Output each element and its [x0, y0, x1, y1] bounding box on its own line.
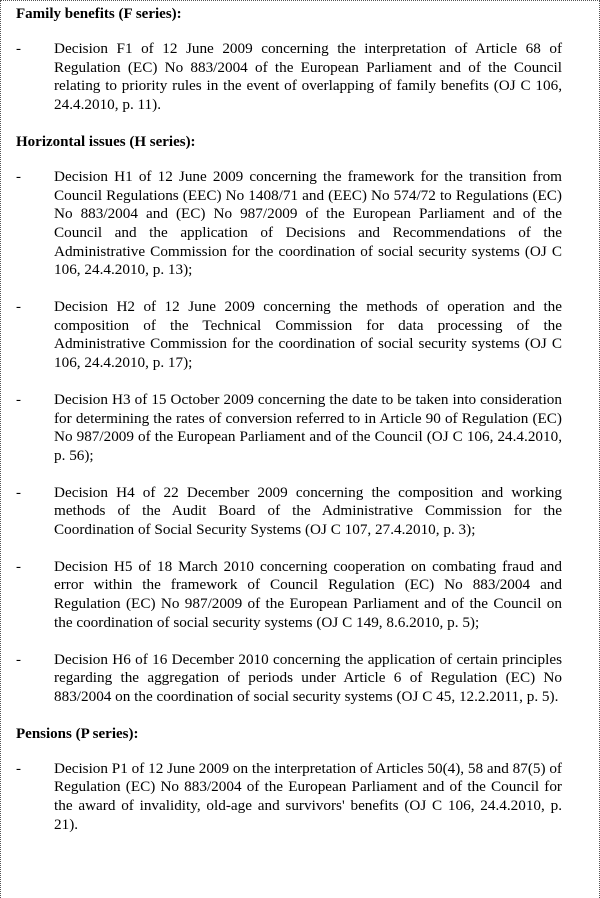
list-bullet: -: [16, 760, 21, 777]
list-item-decision-h5: [16, 558, 562, 633]
list-item-text: Decision H6 of 16 December 2010 concerning the application of certain principles regarding the aggregation of periods under Article 6 of Regulation (EC) No 883/2004 on the coordination of social security systems (OJ C 45, 12.2.2011, p. 5).: [54, 650, 562, 705]
list-item-text: Decision P1 of 12 June 2009 on the interpretation of Articles 50(4), 58 and 87(5) of Regulation (EC) No 883/2004 of the European Parliament and of the Council for the award of invalidity, old-age and survivors' benefits (OJ C 106, 24.4.2010, p. 21).: [54, 759, 562, 833]
section-family-benefits: [16, 5, 562, 115]
list-bullet: -: [16, 558, 21, 575]
list-bullet: -: [16, 651, 21, 668]
list-item-decision-h6: [16, 651, 562, 707]
list-bullet: -: [16, 168, 21, 185]
section-pensions: [16, 725, 562, 835]
list-item-decision-p1: [16, 760, 562, 835]
document-content: [16, 5, 562, 853]
list-item-decision-h2: [16, 298, 562, 373]
page-left-border: [0, 0, 1, 898]
list-item-decision-h1: [16, 168, 562, 280]
section-horizontal-issues: [16, 133, 562, 707]
list-item-text: Decision F1 of 12 June 2009 concerning the interpretation of Article 68 of Regulation (EC) No 883/2004 of the European Parliament and of the Council relating to priority rules in the event of overlapping of family benefits (OJ C 106, 24.4.2010, p. 11).: [54, 40, 562, 114]
list-item-text: Decision H2 of 12 June 2009 concerning the methods of operation and the composition of the Technical Commission for data processing of the Administrative Commission for the coordination of social security systems (OJ C 106, 24.4.2010, p. 17);: [54, 298, 562, 372]
list-bullet: -: [16, 299, 21, 316]
list-item-decision-h4: [16, 484, 562, 540]
list-item-text: Decision H5 of 18 March 2010 concerning cooperation on combating fraud and error within the framework of Council Regulation (EC) No 883/2004 and Regulation (EC) No 987/2009 of the European Parliament and of the Council on the coordination of social security systems (OJ C 149, 8.6.2010, p. 5);: [54, 557, 562, 631]
list-item-decision-h3: [16, 391, 562, 466]
list-item-decision-f1: [16, 40, 562, 115]
list-bullet: -: [16, 41, 21, 57]
list-item-text: Decision H4 of 22 December 2009 concerning the composition and working methods of the Audit Board of the Administrative Commission for the Coordination of Social Security Systems (OJ C 107, 27.4.2010, p. 3);: [54, 483, 562, 539]
list-bullet: -: [16, 391, 21, 408]
section-heading: Horizontal issues (H series):: [16, 133, 196, 150]
page-top-border: [0, 0, 600, 1]
section-heading: Family benefits (F series):: [16, 6, 182, 22]
list-item-text: Decision H1 of 12 June 2009 concerning the framework for the transition from Council Regulations (EEC) No 1408/71 and (EEC) No 574/72 to Regulations (EC) No 883/2004 and (EC) No 987/2009 of the European Parliament and of the Council and the application of Decisions and Recommendations of the Administrative Commission for the coordination of social security systems (OJ C 106, 24.4.2010, p. 13);: [54, 167, 562, 279]
list-bullet: -: [16, 484, 21, 501]
section-heading: Pensions (P series):: [16, 725, 139, 742]
list-item-text: Decision H3 of 15 October 2009 concerning the date to be taken into consideration for determining the rates of conversion referred to in Article 90 of Regulation (EC) No 987/2009 of the European Parliament and of the Council (OJ C 106, 24.4.2010, p. 56);: [54, 390, 562, 464]
